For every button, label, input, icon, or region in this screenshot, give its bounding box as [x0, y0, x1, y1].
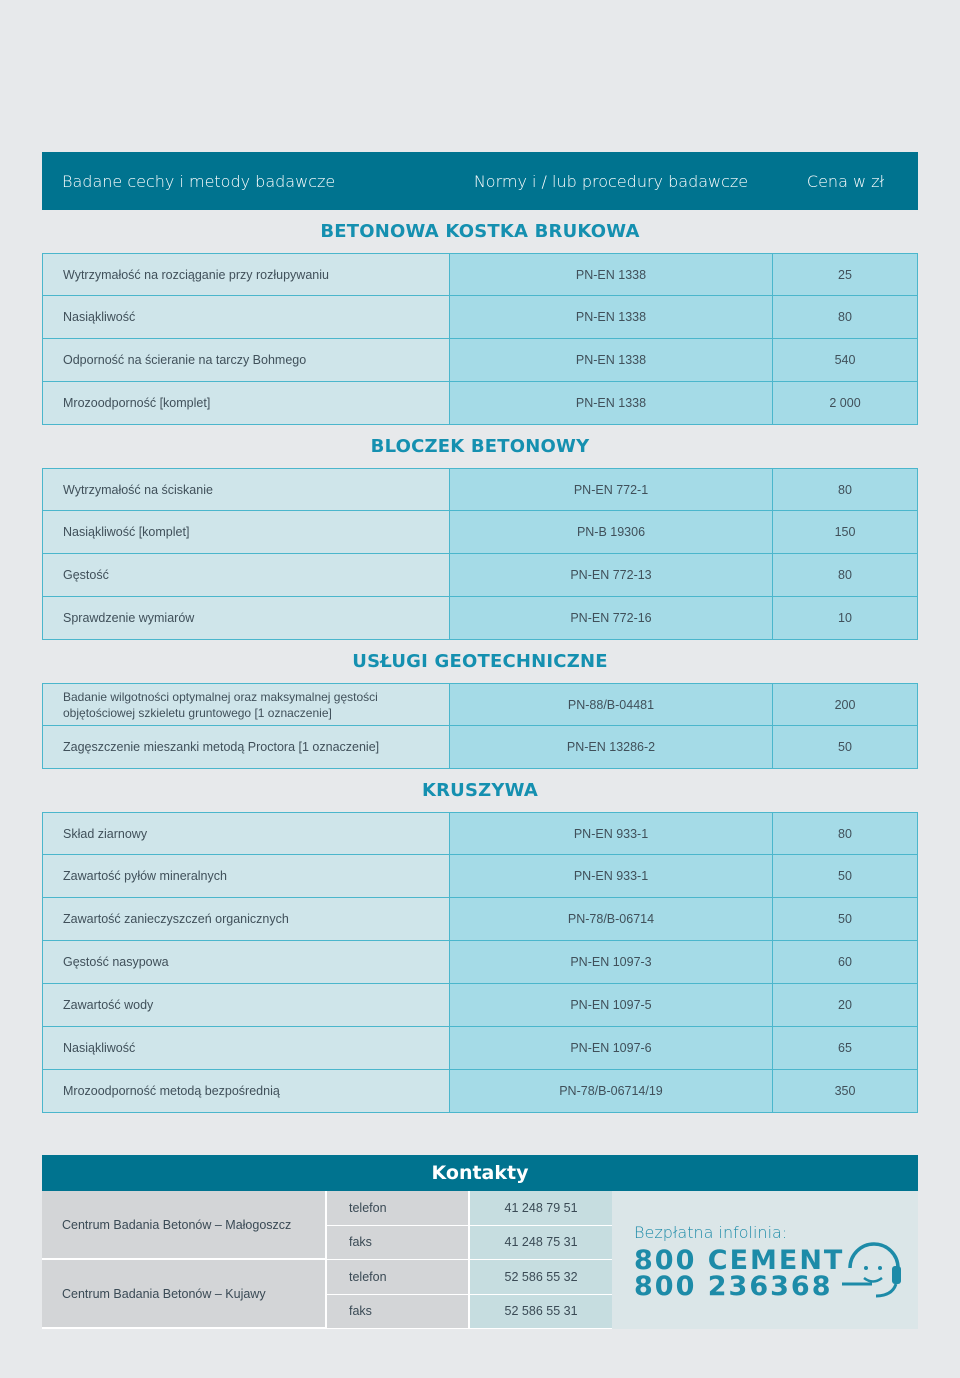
- test-norm: PN-EN 1338: [449, 296, 773, 339]
- test-norm: PN-EN 772-16: [449, 597, 773, 640]
- test-price: 80: [773, 812, 918, 855]
- table-row: [42, 382, 918, 425]
- table-row: [42, 898, 918, 941]
- test-name: Gęstość nasypowa: [42, 941, 449, 984]
- contact-site: [42, 1260, 612, 1329]
- contact-phone: 52 586 55 32: [468, 1260, 612, 1295]
- test-price: 2 000: [773, 382, 918, 425]
- test-name: Zawartość zanieczyszczeń organicznych: [42, 898, 449, 941]
- table-row: [42, 1027, 918, 1070]
- contact-label: telefon: [325, 1191, 468, 1226]
- table-row: [42, 253, 918, 296]
- test-name: Wytrzymałość na ściskanie: [42, 468, 449, 511]
- test-norm: PN-EN 1338: [449, 382, 773, 425]
- test-price: 10: [773, 597, 918, 640]
- table-row: [42, 339, 918, 382]
- test-norm: PN-EN 1097-6: [449, 1027, 773, 1070]
- site-name: Centrum Badania Betonów – Kujawy: [42, 1260, 325, 1329]
- contact-fax: 41 248 75 31: [468, 1226, 612, 1261]
- test-price: 50: [773, 898, 918, 941]
- test-norm: PN-EN 1097-5: [449, 984, 773, 1027]
- test-norm: PN-88/B-04481: [449, 683, 773, 726]
- table-row: [42, 941, 918, 984]
- section-title: BLOCZEK BETONOWY: [370, 436, 590, 457]
- test-norm: PN-78/B-06714: [449, 898, 773, 941]
- test-name: Mrozoodporność [komplet]: [42, 382, 449, 425]
- headset-icon: [842, 1238, 906, 1302]
- contact-label: faks: [325, 1295, 468, 1330]
- table-row: [42, 597, 918, 640]
- section-title: BETONOWA KOSTKA BRUKOWA: [320, 221, 640, 242]
- infoline-number-text: 800 CEMENT: [634, 1245, 845, 1276]
- test-norm: PN-EN 1338: [449, 339, 773, 382]
- infoline-box: [612, 1191, 918, 1329]
- table-header: [42, 152, 918, 210]
- test-price: 65: [773, 1027, 918, 1070]
- test-price: 200: [773, 683, 918, 726]
- test-name: Gęstość: [42, 554, 449, 597]
- table-row: [42, 984, 918, 1027]
- test-price: 50: [773, 855, 918, 898]
- test-norm: PN-EN 772-13: [449, 554, 773, 597]
- contacts-panel: [42, 1155, 918, 1329]
- contacts-title: Kontakty: [42, 1155, 918, 1191]
- test-name: Odporność na ścieranie na tarczy Bohmego: [42, 339, 449, 382]
- section-title: KRUSZYWA: [421, 780, 539, 801]
- header-col-price: Cena w zł: [806, 171, 885, 191]
- test-norm: PN-EN 1097-3: [449, 941, 773, 984]
- test-name: Nasiąkliwość: [42, 296, 449, 339]
- test-price: 80: [773, 296, 918, 339]
- test-price: 20: [773, 984, 918, 1027]
- header-col-norms: Normy i / lub procedury badawcze: [473, 171, 749, 191]
- test-name: Zawartość wody: [42, 984, 449, 1027]
- test-norm: PN-EN 13286-2: [449, 726, 773, 769]
- table-row: [42, 296, 918, 339]
- test-price: 50: [773, 726, 918, 769]
- test-price: 540: [773, 339, 918, 382]
- test-price: 80: [773, 468, 918, 511]
- test-price: 150: [773, 511, 918, 554]
- price-table: [42, 152, 918, 1113]
- test-name: Mrozoodporność metodą bezpośrednią: [42, 1070, 449, 1113]
- test-name: Sprawdzenie wymiarów: [42, 597, 449, 640]
- contact-label: faks: [325, 1226, 468, 1261]
- test-name: Wytrzymałość na rozciąganie przy rozłupywaniu: [42, 253, 449, 296]
- table-row: [42, 468, 918, 511]
- test-price: 350: [773, 1070, 918, 1113]
- contact-phone: 41 248 79 51: [468, 1191, 612, 1226]
- test-name: Nasiąkliwość: [42, 1027, 449, 1070]
- table-row: [42, 554, 918, 597]
- contact-fax: 52 586 55 31: [468, 1295, 612, 1330]
- test-name: Skład ziarnowy: [42, 812, 449, 855]
- test-name: Zawartość pyłów mineralnych: [42, 855, 449, 898]
- table-row: [42, 855, 918, 898]
- test-norm: PN-78/B-06714/19: [449, 1070, 773, 1113]
- header-col-tests: Badane cechy i metody badawcze: [62, 171, 336, 191]
- test-norm: PN-EN 933-1: [449, 855, 773, 898]
- section-title: USŁUGI GEOTECHNICZNE: [352, 651, 608, 672]
- test-norm: PN-EN 772-1: [449, 468, 773, 511]
- contact-label: telefon: [325, 1260, 468, 1295]
- table-row: [42, 726, 918, 769]
- test-norm: PN-EN 1338: [449, 253, 773, 296]
- infoline-number-digits: 800 236368: [634, 1271, 833, 1302]
- test-name: Badanie wilgotności optymalnej oraz maksymalnej gęstości objętościowej szkieletu gruntowego [1 oznaczenie]: [42, 683, 449, 726]
- test-norm: PN-B 19306: [449, 511, 773, 554]
- table-row: [42, 1070, 918, 1113]
- test-name: Nasiąkliwość [komplet]: [42, 511, 449, 554]
- site-name: Centrum Badania Betonów – Małogoszcz: [42, 1191, 325, 1260]
- table-row: [42, 812, 918, 855]
- test-norm: PN-EN 933-1: [449, 812, 773, 855]
- infoline-label: Bezpłatna infolinia:: [634, 1223, 788, 1242]
- contact-site: [42, 1191, 612, 1260]
- test-price: 25: [773, 253, 918, 296]
- test-price: 60: [773, 941, 918, 984]
- table-row: [42, 511, 918, 554]
- table-row: [42, 683, 918, 726]
- test-name: Zagęszczenie mieszanki metodą Proctora [1 oznaczenie]: [42, 726, 449, 769]
- test-price: 80: [773, 554, 918, 597]
